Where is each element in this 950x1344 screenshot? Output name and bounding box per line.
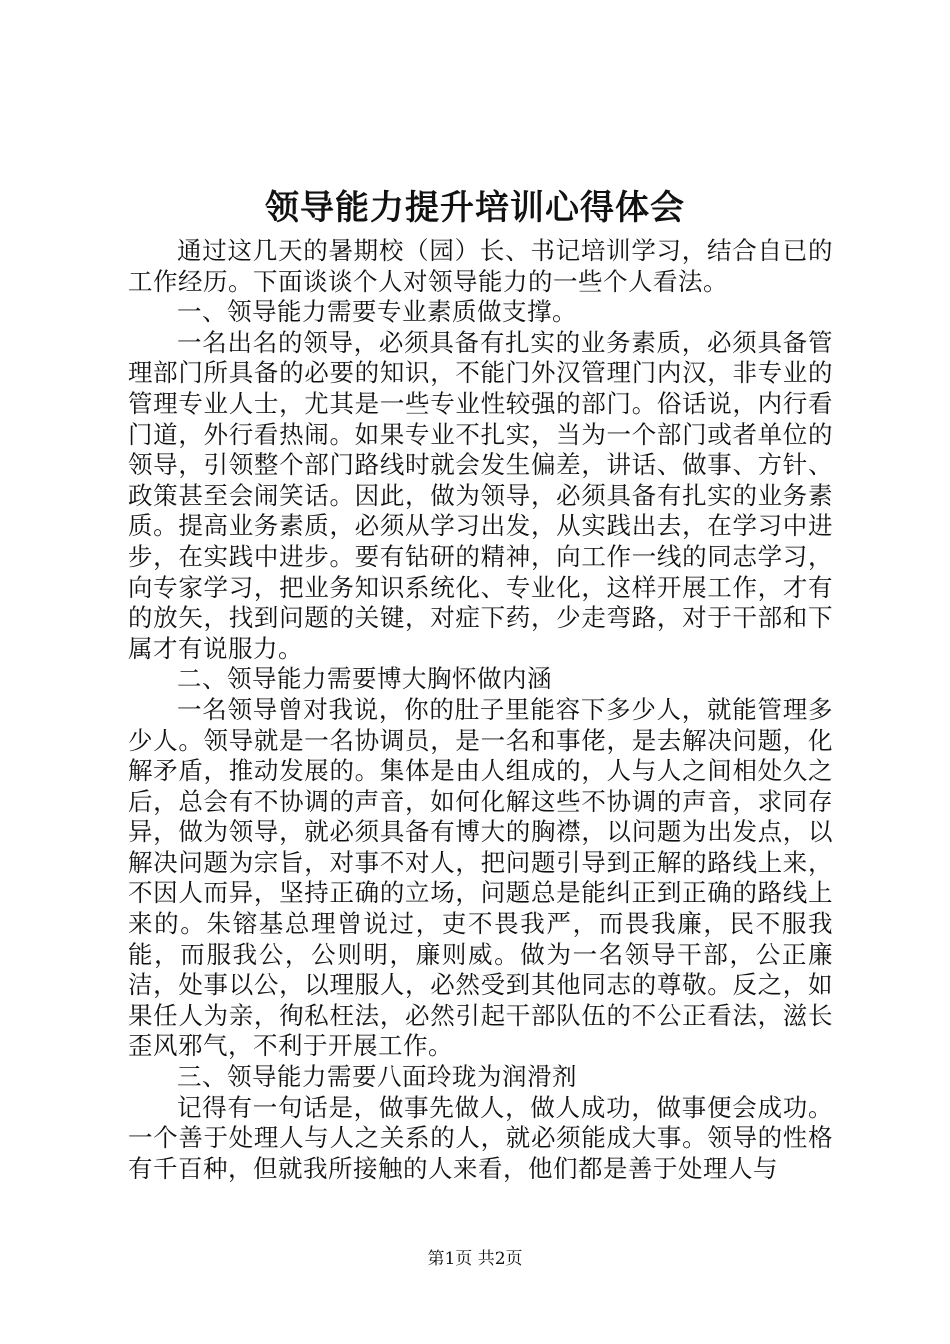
document-title: 领导能力提升培训心得体会 <box>265 188 685 228</box>
paragraph-section-2: 一名领导曾对我说，你的肚子里能容下多少人，就能管理多少人。领导就是一名协调员，是一名和事佬，是去解决问题，化解矛盾，推动发展的。集体是由人组成的，人与人之间相处久之后，总会有不协调的声音，如何化解这些不协调的声音，求同存异，做为领导，就必须具备有博大的胸襟，以问题为出发点，以解决问题为宗旨，对事不对人，把问题引导到正解的路线上来，不因人而异，坚持正确的立场，问题总是能纠正到正确的路线上来的。朱镕基总理曾说过，吏不畏我严，而畏我廉，民不服我能，而服我公，公则明，廉则威。做为一名领导干部，公正廉洁，处事以公，以理服人，必然受到其他同志的尊敬。反之，如果任人为亲，徇私枉法，必然引起干部队伍的不公正看法，滋长歪风邪气，不利于开展工作。 <box>128 694 833 1061</box>
paragraph-intro: 通过这几天的暑期校（园）长、书记培训学习，结合自已的工作经历。下面谈谈个人对领导能力的一些个人看法。 <box>128 236 833 296</box>
paragraph-section-3: 记得有一句话是，做事先做人，做人成功，做事便会成功。一个善于处理人与人之关系的人，就必须能成大事。领导的性格有千百种，但就我所接触的人来看，他们都是善于处理人与 <box>128 1092 833 1183</box>
paragraph-section-1: 一名出名的领导，必须具备有扎实的业务素质，必须具备管理部门所具备的必要的知识，不能门外汉管理门内汉，非专业的管理专业人士，尤其是一些专业性较强的部门。俗话说，内行看门道，外行看热闹。如果专业不扎实，当为一个部门或者单位的领导，引领整个部门路线时就会发生偏差，讲话、做事、方针、政策甚至会闹笑话。因此，做为领导，必须具备有扎实的业务素质。提高业务素质，必须从学习出发，从实践出去，在学习中进步，在实践中进步。要有钻研的精神，向工作一线的同志学习，向专家学习，把业务知识系统化、专业化，这样开展工作，才有的放矢，找到问题的关键，对症下药，少走弯路，对于干部和下属才有说服力。 <box>128 327 833 663</box>
section-heading-2: 二、领导能力需要博大胸怀做内涵 <box>177 664 552 694</box>
document-body <box>128 236 833 1184</box>
page-footer: 第1页 共2页 <box>427 1249 523 1269</box>
section-heading-1: 一、领导能力需要专业素质做支撑。 <box>177 297 577 327</box>
section-heading-3: 三、领导能力需要八面玲珑为润滑剂 <box>177 1062 577 1092</box>
